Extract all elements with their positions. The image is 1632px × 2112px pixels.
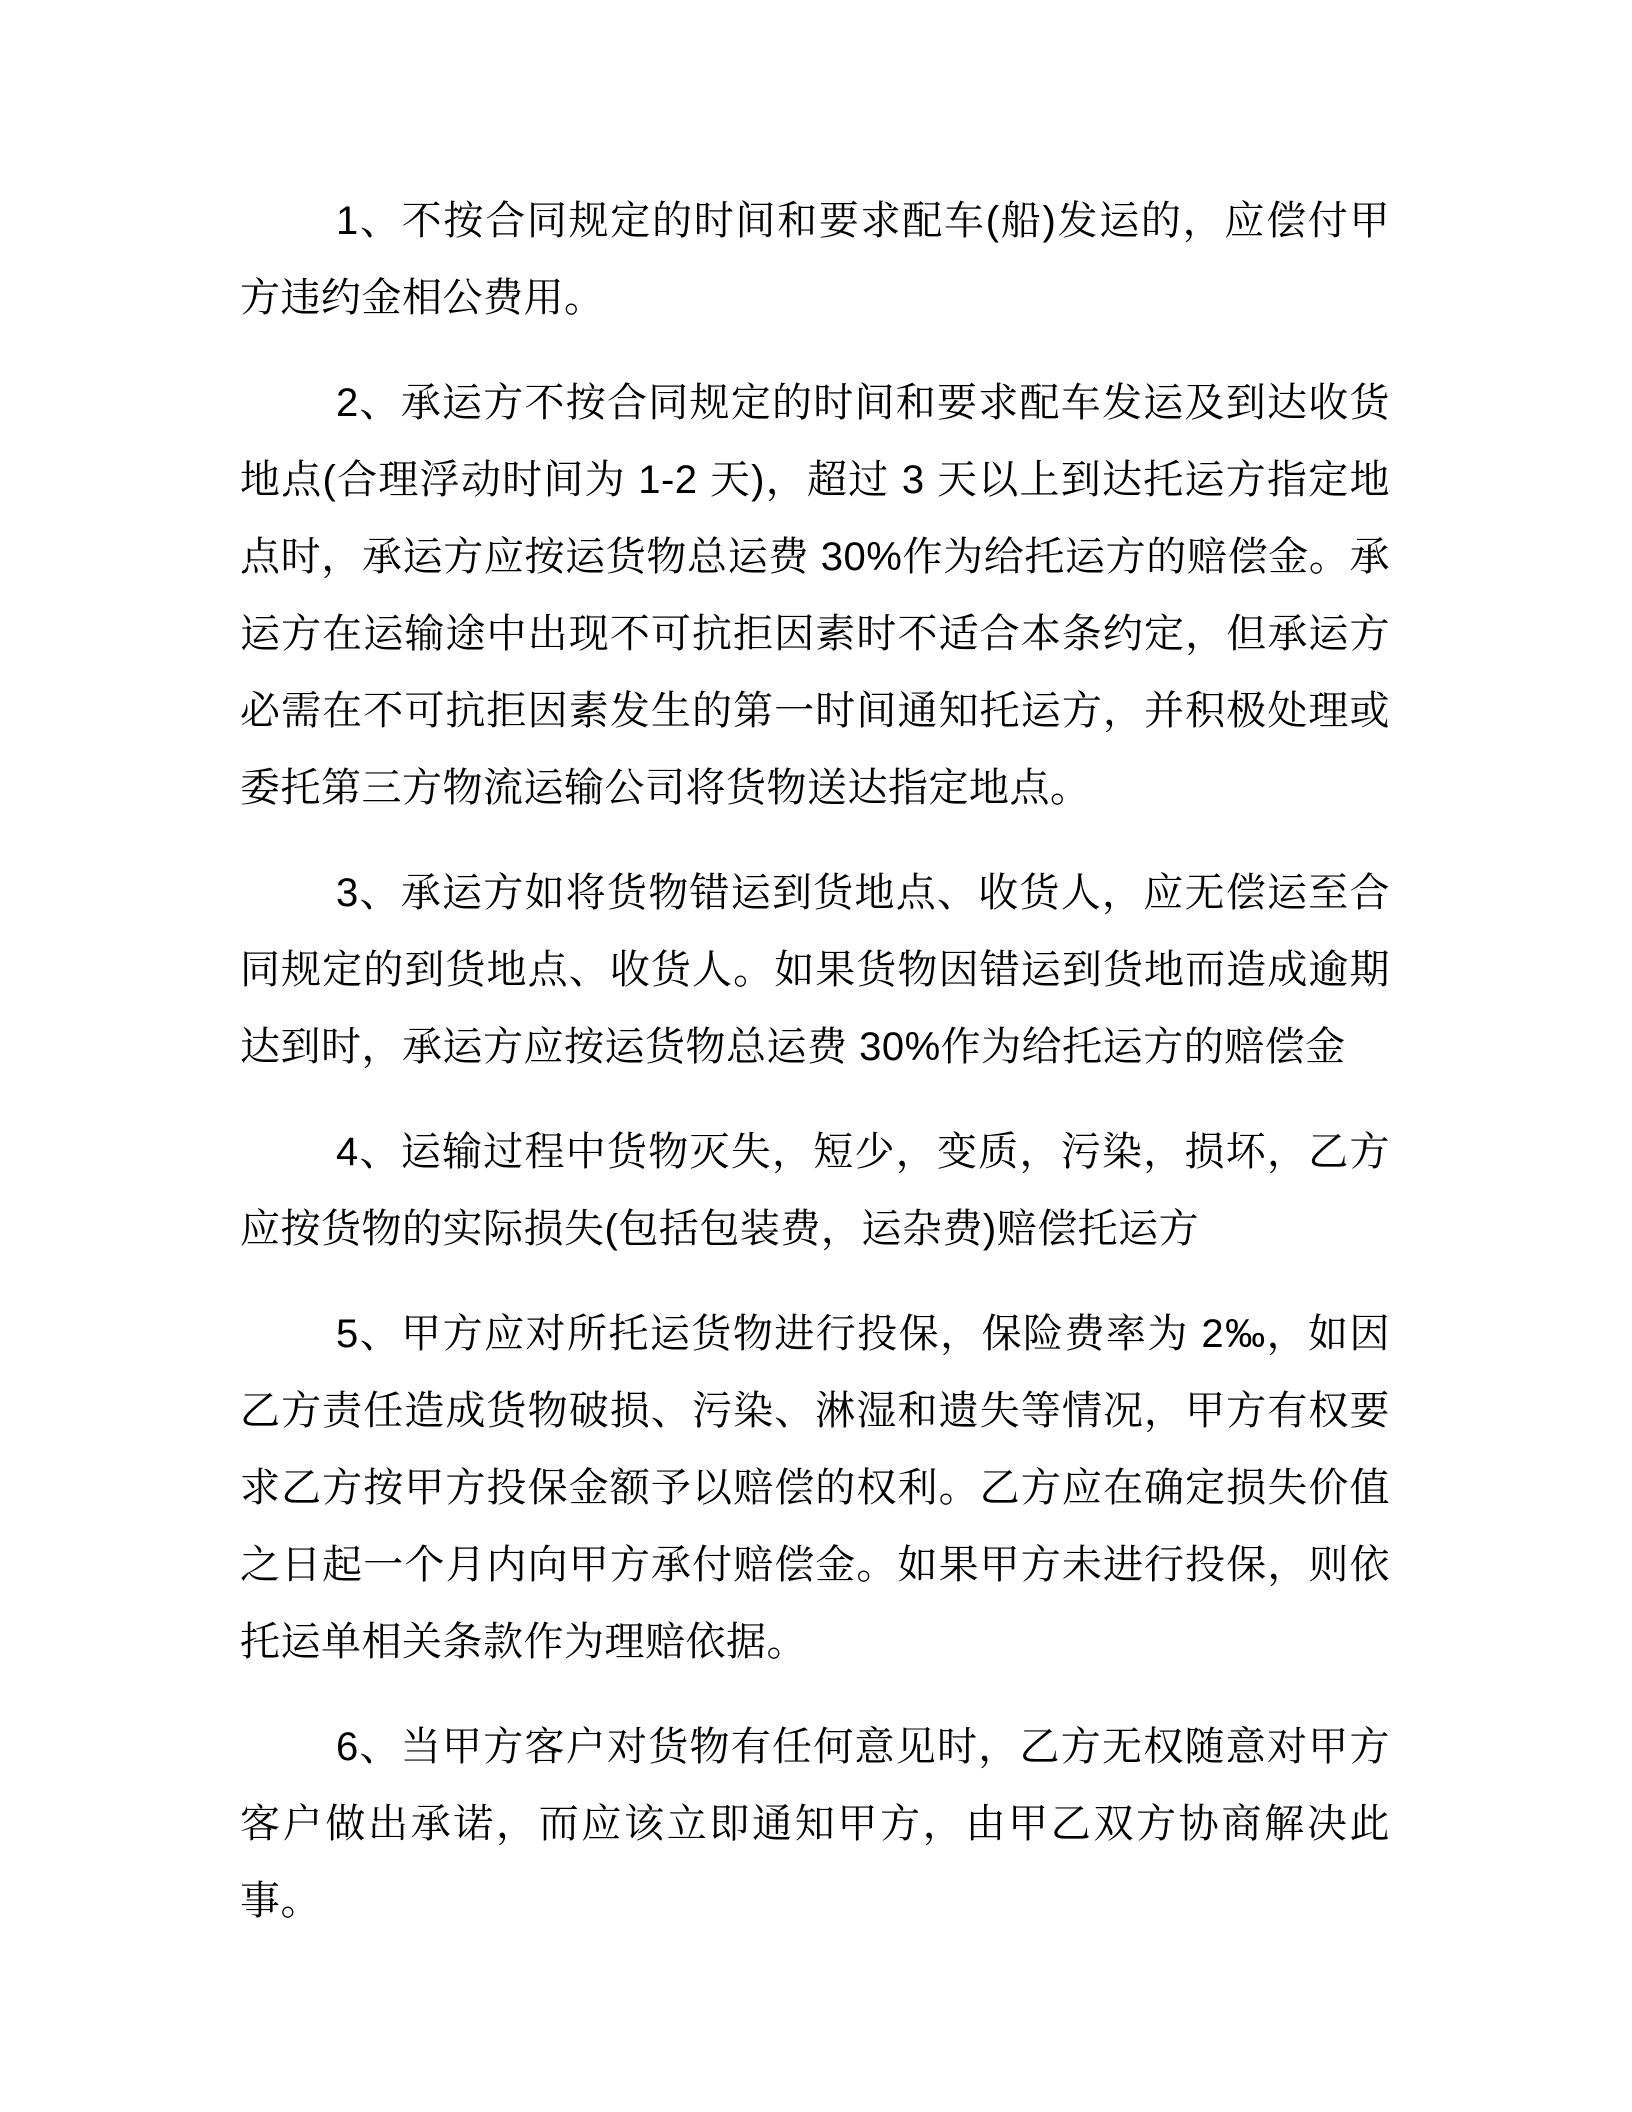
contract-clause-3: 3、承运方如将货物错运到货地点、收货人，应无偿运至合同规定的到货地点、收货人。如果货物因错运到货地而造成逾期达到时，承运方应按运货物总运费 30%作为给托运方的赔偿金 [240, 871, 1390, 1069]
contract-clause-5: 5、甲方应对所托运货物进行投保，保险费率为 2‰，如因乙方责任造成货物破损、污染、淋湿和遗失等情况，甲方有权要求乙方按甲方投保金额予以赔偿的权利。乙方应在确定损失价值之日起一个月内向甲方承付赔偿金。如果甲方未进行投保，则依托运单相关条款作为理赔依据。 [240, 1312, 1390, 1664]
contract-clause-2: 2、承运方不按合同规定的时间和要求配车发运及到达收货地点(合理浮动时间为 1-2 天)，超过 3 天以上到达托运方指定地点时，承运方应按运货物总运费 30%作为给托运方的赔偿金。承运方在运输途中出现不可抗拒因素时不适合本条约定，但承运方必需在不可抗拒因素发生的第一时间通知托运方，并积极处理或委托第三方物流运输公司将货物送达指定地点。 [240, 381, 1390, 810]
contract-clause-1: 1、不按合同规定的时间和要求配车(船)发运的，应偿付甲方违约金相公费用。 [240, 199, 1390, 320]
contract-clause-4: 4、运输过程中货物灭失，短少，变质，污染，损坏，乙方应按货物的实际损失(包括包装费，运杂费)赔偿托运方 [240, 1130, 1390, 1251]
contract-clause-6: 6、当甲方客户对货物有任何意见时，乙方无权随意对甲方客户做出承诺，而应该立即通知甲方，由甲乙双方协商解决此事。 [240, 1725, 1390, 1923]
